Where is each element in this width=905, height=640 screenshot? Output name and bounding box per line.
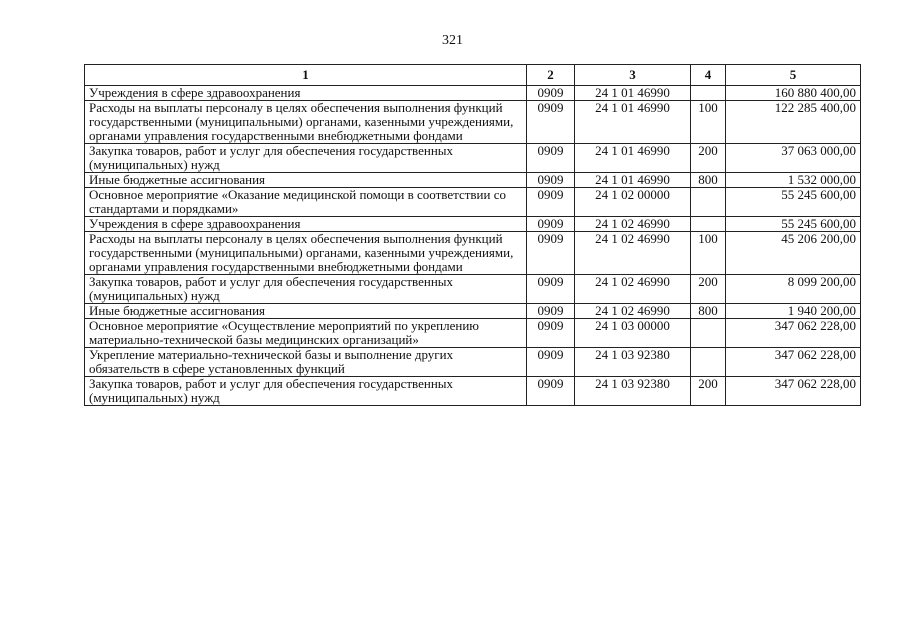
cell-expense-name: Закупка товаров, работ и услуг для обеспечения государственных (муниципальных) нужд — [85, 377, 527, 406]
cell-target-code: 24 1 03 92380 — [575, 348, 691, 377]
cell-expense-type: 200 — [691, 377, 726, 406]
table-row — [85, 348, 861, 377]
table-row — [85, 144, 861, 173]
cell-expense-type: 800 — [691, 304, 726, 319]
cell-expense-type: 100 — [691, 232, 726, 275]
table-row — [85, 319, 861, 348]
cell-amount: 1 940 200,00 — [726, 304, 861, 319]
cell-expense-type — [691, 348, 726, 377]
cell-section-code: 0909 — [527, 173, 575, 188]
table-row — [85, 188, 861, 217]
cell-expense-name: Иные бюджетные ассигнования — [85, 173, 527, 188]
table-header-row — [85, 65, 861, 86]
cell-section-code: 0909 — [527, 377, 575, 406]
cell-section-code: 0909 — [527, 144, 575, 173]
cell-section-code: 0909 — [527, 86, 575, 101]
cell-expense-type: 100 — [691, 101, 726, 144]
cell-amount: 347 062 228,00 — [726, 377, 861, 406]
table-row — [85, 217, 861, 232]
cell-amount: 55 245 600,00 — [726, 217, 861, 232]
cell-expense-name: Учреждения в сфере здравоохранения — [85, 217, 527, 232]
table-row — [85, 377, 861, 406]
cell-expense-type — [691, 86, 726, 101]
budget-table — [84, 64, 861, 406]
cell-amount: 347 062 228,00 — [726, 348, 861, 377]
table-row — [85, 86, 861, 101]
cell-section-code: 0909 — [527, 101, 575, 144]
cell-target-code: 24 1 03 00000 — [575, 319, 691, 348]
cell-target-code: 24 1 01 46990 — [575, 86, 691, 101]
column-header-code: 3 — [575, 65, 691, 86]
cell-target-code: 24 1 01 46990 — [575, 173, 691, 188]
cell-section-code: 0909 — [527, 232, 575, 275]
column-header-name: 1 — [85, 65, 527, 86]
cell-target-code: 24 1 02 46990 — [575, 217, 691, 232]
table-row — [85, 101, 861, 144]
cell-amount: 347 062 228,00 — [726, 319, 861, 348]
cell-expense-type: 200 — [691, 275, 726, 304]
cell-amount: 1 532 000,00 — [726, 173, 861, 188]
cell-expense-name: Закупка товаров, работ и услуг для обеспечения государственных (муниципальных) нужд — [85, 144, 527, 173]
cell-expense-name: Закупка товаров, работ и услуг для обеспечения государственных (муниципальных) нужд — [85, 275, 527, 304]
cell-target-code: 24 1 02 46990 — [575, 232, 691, 275]
cell-expense-type — [691, 319, 726, 348]
cell-section-code: 0909 — [527, 348, 575, 377]
cell-section-code: 0909 — [527, 304, 575, 319]
cell-amount: 45 206 200,00 — [726, 232, 861, 275]
cell-expense-type: 800 — [691, 173, 726, 188]
cell-expense-name: Укрепление материально-технической базы и выполнение других обязательств в сфере установленных функций — [85, 348, 527, 377]
table-row — [85, 173, 861, 188]
cell-target-code: 24 1 02 46990 — [575, 275, 691, 304]
cell-section-code: 0909 — [527, 319, 575, 348]
column-header-amount: 5 — [726, 65, 861, 86]
cell-section-code: 0909 — [527, 275, 575, 304]
cell-expense-type — [691, 188, 726, 217]
page-number: 321 — [442, 33, 463, 48]
cell-target-code: 24 1 03 92380 — [575, 377, 691, 406]
table-row — [85, 275, 861, 304]
cell-amount: 8 099 200,00 — [726, 275, 861, 304]
table-row — [85, 232, 861, 275]
cell-target-code: 24 1 02 00000 — [575, 188, 691, 217]
cell-section-code: 0909 — [527, 188, 575, 217]
cell-expense-name: Основное мероприятие «Осуществление мероприятий по укреплению материально-технической базы медицинских организаций» — [85, 319, 527, 348]
cell-expense-name: Иные бюджетные ассигнования — [85, 304, 527, 319]
cell-amount: 37 063 000,00 — [726, 144, 861, 173]
cell-target-code: 24 1 01 46990 — [575, 101, 691, 144]
cell-expense-name: Расходы на выплаты персоналу в целях обеспечения выполнения функций государственными (муниципальными) органами, казенными учреждениями, органами управления государственными внебюджетными фондами — [85, 232, 527, 275]
cell-target-code: 24 1 01 46990 — [575, 144, 691, 173]
cell-target-code: 24 1 02 46990 — [575, 304, 691, 319]
cell-amount: 122 285 400,00 — [726, 101, 861, 144]
table-row — [85, 304, 861, 319]
cell-expense-type: 200 — [691, 144, 726, 173]
cell-expense-name: Учреждения в сфере здравоохранения — [85, 86, 527, 101]
column-header-type: 4 — [691, 65, 726, 86]
cell-amount: 55 245 600,00 — [726, 188, 861, 217]
cell-expense-name: Расходы на выплаты персоналу в целях обеспечения выполнения функций государственными (муниципальными) органами, казенными учреждениями, органами управления государственными внебюджетными фондами — [85, 101, 527, 144]
cell-amount: 160 880 400,00 — [726, 86, 861, 101]
cell-section-code: 0909 — [527, 217, 575, 232]
column-header-section: 2 — [527, 65, 575, 86]
cell-expense-name: Основное мероприятие «Оказание медицинской помощи в соответствии со стандартами и порядками» — [85, 188, 527, 217]
cell-expense-type — [691, 217, 726, 232]
